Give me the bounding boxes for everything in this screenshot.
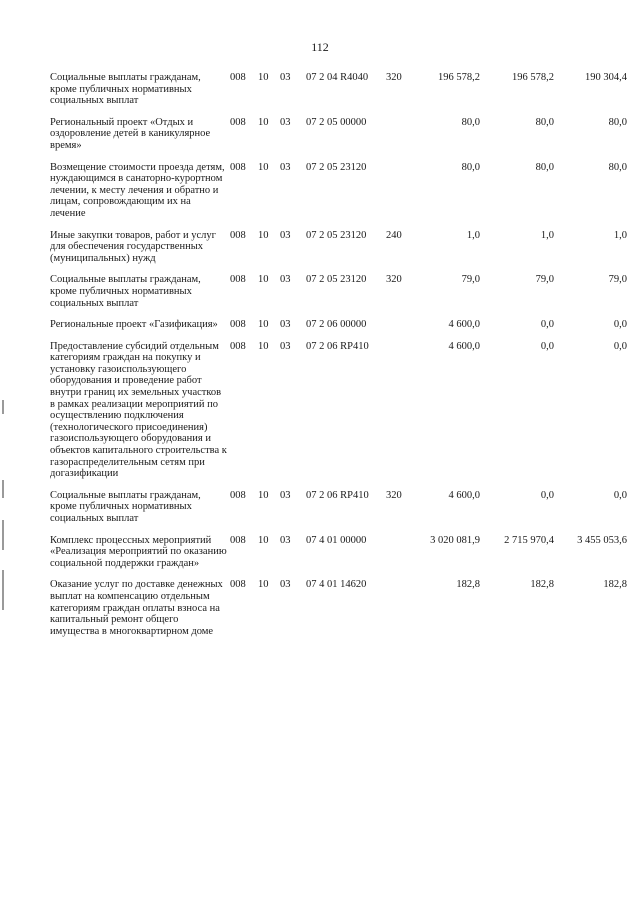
row-name: Социальные выплаты гражданам, кроме публичных нормативных социальных выплат bbox=[50, 489, 201, 524]
row-pr: 03 bbox=[280, 340, 291, 352]
row-value-3: 80,0 bbox=[608, 116, 627, 128]
row-ved: 008 bbox=[230, 72, 246, 83]
row-csr: 07 2 05 23120 bbox=[306, 229, 367, 241]
row-value-1: 80,0 bbox=[461, 116, 480, 128]
row-value-1: 79,0 bbox=[461, 274, 480, 286]
row-value-2: 2 715 970,4 bbox=[504, 534, 554, 546]
row-value-3: 79,0 bbox=[608, 274, 627, 286]
row-value-3: 0,0 bbox=[613, 489, 627, 501]
row-value-2: 0,0 bbox=[540, 340, 554, 352]
row-pr: 03 bbox=[280, 274, 291, 286]
row-value-1: 182,8 bbox=[456, 579, 480, 591]
row-value-2: 182,8 bbox=[530, 579, 554, 591]
row-rz: 10 bbox=[258, 489, 269, 501]
row-csr: 07 2 06 RP410 bbox=[306, 489, 369, 501]
row-pr: 03 bbox=[280, 116, 291, 128]
row-value-2: 80,0 bbox=[535, 116, 554, 128]
margin-scan-marks bbox=[2, 400, 6, 630]
row-value-2: 0,0 bbox=[540, 319, 554, 331]
row-name: Возмещение стоимости проезда детям, нуждающимся в санаторно-курортном лечении, к месту лечения и обратно и лицам, сопровождающим их на лечение bbox=[50, 161, 225, 219]
row-name: Иные закупки товаров, работ и услуг для обеспечения государственных (муниципальных) нужд bbox=[50, 229, 216, 264]
row-pr: 03 bbox=[280, 229, 291, 241]
row-ved: 008 bbox=[230, 579, 246, 591]
row-value-1: 3 020 081,9 bbox=[430, 534, 480, 546]
row-name: Предоставление субсидий отдельным категориям граждан на покупку и установку газоиспользующего оборудования и проведение работ внутри границ их земельных участков в рамках реализации мероприятий по осуществлению подключения (технологического присоединения) газоиспользующего оборудования и объектов капитального строительства к газораспределительным сетям при догазификации bbox=[50, 340, 227, 480]
row-pr: 03 bbox=[280, 161, 291, 173]
page-number: 112 bbox=[311, 40, 329, 54]
row-value-3: 182,8 bbox=[603, 579, 627, 591]
table-row bbox=[50, 72, 625, 107]
row-value-3: 80,0 bbox=[608, 161, 627, 173]
row-value-1: 4 600,0 bbox=[448, 489, 480, 501]
table-row bbox=[50, 341, 625, 480]
row-name: Комплекс процессных мероприятий «Реализация мероприятий по оказанию социальной поддержки граждан» bbox=[50, 534, 227, 569]
row-ved: 008 bbox=[230, 340, 246, 352]
table-row bbox=[50, 490, 625, 525]
row-rz: 10 bbox=[258, 116, 269, 128]
row-ved: 008 bbox=[230, 319, 246, 331]
row-value-1: 1,0 bbox=[466, 229, 480, 241]
row-csr: 07 4 01 00000 bbox=[306, 534, 367, 546]
row-value-3: 0,0 bbox=[613, 319, 627, 331]
table-row bbox=[50, 579, 625, 637]
row-pr: 03 bbox=[280, 534, 291, 546]
row-rz: 10 bbox=[258, 72, 269, 83]
row-ved: 008 bbox=[230, 116, 246, 128]
row-name: Региональный проект «Отдых и оздоровление детей в каникулярное время» bbox=[50, 116, 211, 151]
row-value-2: 0,0 bbox=[540, 489, 554, 501]
row-csr: 07 2 06 00000 bbox=[306, 319, 367, 331]
row-value-2: 196 578,2 bbox=[512, 72, 554, 83]
row-vr: 320 bbox=[386, 72, 402, 83]
table-row bbox=[50, 535, 625, 570]
row-ved: 008 bbox=[230, 161, 246, 173]
row-csr: 07 2 04 R4040 bbox=[306, 72, 369, 83]
row-csr: 07 2 05 23120 bbox=[306, 274, 367, 286]
row-name: Социальные выплаты гражданам, кроме публичных нормативных социальных выплат bbox=[50, 274, 201, 309]
row-rz: 10 bbox=[258, 274, 269, 286]
row-csr: 07 2 06 RP410 bbox=[306, 340, 369, 352]
row-value-3: 1,0 bbox=[613, 229, 627, 241]
row-pr: 03 bbox=[280, 489, 291, 501]
row-value-2: 79,0 bbox=[535, 274, 554, 286]
row-value-2: 1,0 bbox=[540, 229, 554, 241]
row-ved: 008 bbox=[230, 534, 246, 546]
row-ved: 008 bbox=[230, 489, 246, 501]
row-rz: 10 bbox=[258, 579, 269, 591]
table-row bbox=[50, 117, 625, 152]
row-rz: 10 bbox=[258, 340, 269, 352]
row-value-1: 4 600,0 bbox=[448, 340, 480, 352]
row-value-1: 4 600,0 bbox=[448, 319, 480, 331]
row-name: Региональные проект «Газификация» bbox=[50, 319, 218, 331]
row-rz: 10 bbox=[258, 161, 269, 173]
row-vr: 320 bbox=[386, 274, 402, 286]
row-ved: 008 bbox=[230, 229, 246, 241]
row-value-3: 190 304,4 bbox=[585, 72, 627, 83]
row-ved: 008 bbox=[230, 274, 246, 286]
row-vr: 320 bbox=[386, 489, 402, 501]
row-pr: 03 bbox=[280, 579, 291, 591]
table-row bbox=[50, 274, 625, 309]
row-value-3: 0,0 bbox=[613, 340, 627, 352]
row-rz: 10 bbox=[258, 319, 269, 331]
budget-table bbox=[50, 72, 625, 647]
row-pr: 03 bbox=[280, 319, 291, 331]
table-row bbox=[50, 230, 625, 265]
table-row bbox=[50, 319, 625, 331]
table-row bbox=[50, 162, 625, 220]
row-value-2: 80,0 bbox=[535, 161, 554, 173]
row-name: Социальные выплаты гражданам, кроме публичных нормативных социальных выплат bbox=[50, 72, 201, 107]
row-csr: 07 2 05 23120 bbox=[306, 161, 367, 173]
row-pr: 03 bbox=[280, 72, 291, 83]
row-value-3: 3 455 053,6 bbox=[577, 534, 627, 546]
row-rz: 10 bbox=[258, 229, 269, 241]
row-csr: 07 2 05 00000 bbox=[306, 116, 367, 128]
row-rz: 10 bbox=[258, 534, 269, 546]
row-name: Оказание услуг по доставке денежных выплат на компенсацию отдельным категориям граждан оплаты взноса на капитальный ремонт общего имущества в многоквартирном доме bbox=[50, 579, 223, 637]
row-value-1: 80,0 bbox=[461, 161, 480, 173]
row-csr: 07 4 01 14620 bbox=[306, 579, 367, 591]
row-vr: 240 bbox=[386, 229, 402, 241]
row-value-1: 196 578,2 bbox=[438, 72, 480, 83]
